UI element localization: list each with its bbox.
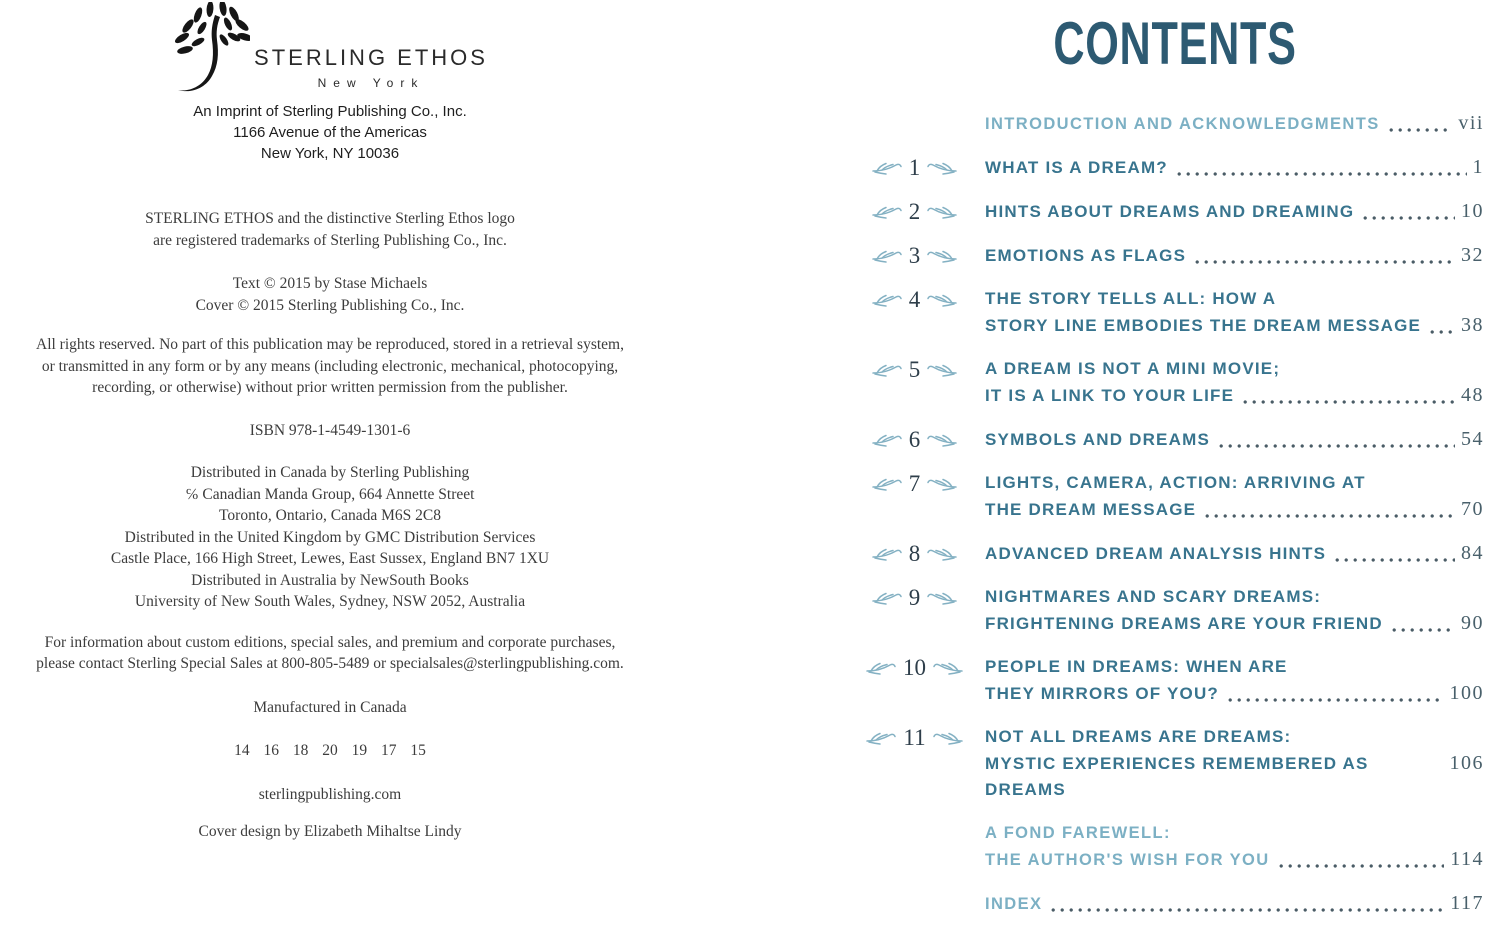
ornament-left-icon bbox=[872, 362, 902, 377]
text-line: or transmitted in any form or by any means (including electronic, mechanical, photocopying, bbox=[41, 357, 619, 375]
toc-entry-line bbox=[985, 426, 1484, 453]
toc-entry-body bbox=[985, 820, 1484, 873]
text-line: Cover © 2015 Sterling Publishing Co., Inc. bbox=[195, 296, 465, 314]
toc-entry-body bbox=[985, 242, 1484, 269]
toc-entry-line bbox=[985, 356, 1484, 382]
toc-entry-body bbox=[985, 540, 1484, 567]
page-number: vii bbox=[1458, 112, 1484, 134]
text-line: All rights reserved. No part of this publication may be reproduced, stored in a retrieval system, bbox=[36, 336, 624, 353]
toc-entry-body bbox=[985, 584, 1484, 637]
toc-entry-line bbox=[985, 540, 1484, 567]
chapter-number-cell bbox=[860, 110, 985, 136]
toc-entry-title: INTRODUCTION AND ACKNOWLEDGMENTS bbox=[985, 115, 1380, 133]
toc-entry bbox=[860, 110, 1484, 137]
ornament-left-icon bbox=[872, 432, 902, 447]
toc-entry-line bbox=[985, 312, 1484, 339]
page-number: 10 bbox=[1461, 200, 1484, 222]
printing-numbers: 14 16 18 20 19 17 15 bbox=[234, 742, 426, 759]
toc-entry-title: EMOTIONS AS FLAGS bbox=[985, 246, 1187, 265]
publisher-website: sterlingpublishing.com bbox=[258, 785, 402, 803]
toc-entry-title: FRIGHTENING DREAMS ARE YOUR FRIEND bbox=[985, 614, 1383, 633]
chapter-number: 4 bbox=[908, 286, 921, 312]
toc-entry-title: LIGHTS, CAMERA, ACTION: ARRIVING AT bbox=[985, 473, 1366, 492]
dot-leader bbox=[1219, 437, 1455, 449]
distribution-info bbox=[0, 462, 660, 613]
toc-entry-line bbox=[985, 680, 1484, 707]
ornament-left-icon bbox=[872, 160, 902, 175]
toc-entry-body bbox=[985, 470, 1484, 523]
toc-entry-line bbox=[985, 890, 1484, 917]
toc-entry-body bbox=[985, 110, 1484, 137]
toc-entry-line bbox=[985, 382, 1484, 409]
toc-entry-line bbox=[985, 724, 1484, 750]
toc-entry bbox=[860, 540, 1484, 567]
dot-leader bbox=[1389, 121, 1453, 133]
toc-entry-line bbox=[985, 154, 1484, 181]
trademark-notice bbox=[0, 208, 660, 251]
text-line: New York, NY 10036 bbox=[260, 145, 400, 162]
chapter-number: 1 bbox=[908, 154, 921, 180]
toc-entry-title: NIGHTMARES AND SCARY DREAMS: bbox=[985, 587, 1322, 606]
toc-entry bbox=[860, 890, 1484, 917]
tree-logo-icon bbox=[172, 2, 250, 94]
dot-leader bbox=[1363, 209, 1455, 221]
toc-entry bbox=[860, 654, 1484, 707]
ornament-left-icon bbox=[872, 590, 902, 605]
toc-entry bbox=[860, 470, 1484, 523]
imprint-address bbox=[0, 101, 660, 164]
toc-entry bbox=[860, 286, 1484, 339]
chapter-number-cell bbox=[860, 242, 985, 268]
toc-entry-title: IT IS A LINK TO YOUR LIFE bbox=[985, 386, 1235, 405]
copyright-notice bbox=[0, 273, 660, 316]
page-number: 106 bbox=[1449, 752, 1484, 774]
text-line: ℅ Canadian Manda Group, 664 Annette Street bbox=[185, 485, 475, 503]
page-number: 90 bbox=[1461, 612, 1484, 634]
dot-leader bbox=[1335, 551, 1455, 563]
chapter-number-cell bbox=[860, 426, 985, 452]
text-line: STERLING ETHOS and the distinctive Sterling Ethos logo bbox=[145, 210, 515, 227]
chapter-number: 9 bbox=[908, 584, 921, 610]
toc-entry-body bbox=[985, 198, 1484, 225]
toc-entry-line bbox=[985, 610, 1484, 637]
chapter-number: 7 bbox=[908, 470, 921, 496]
text-line: recording, or otherwise) without prior written permission from the publisher. bbox=[92, 379, 568, 396]
toc-entry-line bbox=[985, 470, 1484, 496]
toc-entry-body bbox=[985, 286, 1484, 339]
chapter-number: 6 bbox=[908, 426, 921, 452]
page-number: 70 bbox=[1461, 498, 1484, 520]
toc-entry-line bbox=[985, 496, 1484, 523]
ornament-right-icon bbox=[927, 204, 957, 219]
ornament-left-icon bbox=[872, 248, 902, 263]
ornament-right-icon bbox=[927, 160, 957, 175]
toc-entry-body bbox=[985, 426, 1484, 453]
toc-entry-title: THE AUTHOR'S WISH FOR YOU bbox=[985, 851, 1270, 869]
chapter-number: 3 bbox=[908, 242, 921, 268]
chapter-number: 10 bbox=[903, 654, 926, 680]
text-line: For information about custom editions, special sales, and premium and corporate purchases, bbox=[44, 633, 616, 651]
ornament-right-icon bbox=[927, 546, 957, 561]
special-sales-info bbox=[0, 632, 660, 675]
ornament-left-icon bbox=[872, 476, 902, 491]
toc-entry-line bbox=[985, 584, 1484, 610]
toc-entry-title: MYSTIC EXPERIENCES REMEMBERED AS DREAMS bbox=[985, 754, 1369, 799]
cover-design-credit: Cover design by Elizabeth Mihaltse Lindy bbox=[198, 823, 462, 840]
toc-entry bbox=[860, 426, 1484, 453]
chapter-number: 2 bbox=[908, 198, 921, 224]
toc-entry-title: HINTS ABOUT DREAMS AND DREAMING bbox=[985, 202, 1355, 221]
dot-leader bbox=[1205, 507, 1455, 519]
ornament-right-icon bbox=[927, 590, 957, 605]
dot-leader bbox=[1177, 165, 1467, 177]
text-line: 1166 Avenue of the Americas bbox=[233, 124, 427, 141]
chapter-number: 5 bbox=[908, 356, 921, 382]
ornament-right-icon bbox=[927, 248, 957, 263]
chapter-number-cell bbox=[860, 470, 985, 496]
text-line: University of New South Wales, Sydney, NSW 2052, Australia bbox=[134, 593, 526, 610]
ornament-left-icon bbox=[872, 546, 902, 561]
text-line: please contact Sterling Special Sales at 800-805-5489 or specialsales@sterlingpublishing.com. bbox=[36, 655, 624, 672]
toc-entry-body bbox=[985, 356, 1484, 409]
toc-entry bbox=[860, 584, 1484, 637]
ornament-left-icon bbox=[872, 292, 902, 307]
text-line: Distributed in the United Kingdom by GMC Distribution Services bbox=[124, 528, 536, 546]
page-number: 117 bbox=[1450, 892, 1484, 914]
toc-entry-line bbox=[985, 286, 1484, 312]
text-line: Toronto, Ontario, Canada M6S 2C8 bbox=[219, 507, 441, 524]
publisher-city: New York bbox=[317, 76, 425, 90]
copyright-page bbox=[0, 0, 660, 843]
chapter-number-cell bbox=[860, 584, 985, 610]
ornament-left-icon bbox=[866, 730, 896, 745]
dot-leader bbox=[1195, 253, 1455, 265]
ornament-right-icon bbox=[933, 730, 963, 745]
toc-list bbox=[860, 110, 1484, 917]
page-number: 1 bbox=[1472, 156, 1484, 178]
toc-entry-body bbox=[985, 654, 1484, 707]
isbn: ISBN 978-1-4549-1301-6 bbox=[249, 421, 411, 439]
chapter-number-cell bbox=[860, 820, 985, 846]
toc-entry-line bbox=[985, 750, 1484, 803]
dot-leader bbox=[1392, 621, 1455, 633]
text-line: Castle Place, 166 High Street, Lewes, East Sussex, England BN7 1XU bbox=[110, 550, 550, 567]
toc-entry bbox=[860, 356, 1484, 409]
chapter-number: 8 bbox=[908, 540, 921, 566]
toc-entry-title: NOT ALL DREAMS ARE DREAMS: bbox=[985, 727, 1292, 746]
toc-entry-line bbox=[985, 820, 1484, 846]
toc-entry bbox=[860, 154, 1484, 181]
toc-entry-title: A DREAM IS NOT A MINI MOVIE; bbox=[985, 359, 1281, 378]
toc-entry-title: ADVANCED DREAM ANALYSIS HINTS bbox=[985, 544, 1327, 563]
toc-entry-title: WHAT IS A DREAM? bbox=[985, 158, 1168, 177]
toc-entry-title: SYMBOLS AND DREAMS bbox=[985, 430, 1210, 449]
toc-entry-line bbox=[985, 846, 1484, 873]
publisher-name: STERLING ETHOS bbox=[254, 45, 488, 70]
chapter-number-cell bbox=[860, 356, 985, 382]
chapter-number-cell bbox=[860, 540, 985, 566]
contents-heading bbox=[860, 8, 1484, 80]
ornament-right-icon bbox=[927, 432, 957, 447]
toc-entry-body bbox=[985, 724, 1484, 803]
ornament-right-icon bbox=[927, 476, 957, 491]
toc-entry-body bbox=[985, 890, 1484, 917]
text-line: Distributed in Australia by NewSouth Books bbox=[191, 571, 469, 589]
publisher-logo bbox=[0, 2, 660, 94]
toc-entry-body bbox=[985, 154, 1484, 181]
text-line: Text © 2015 by Stase Michaels bbox=[232, 275, 428, 292]
ornament-left-icon bbox=[866, 660, 896, 675]
toc-entry-title: THE DREAM MESSAGE bbox=[985, 500, 1197, 519]
toc-entry-title: THEY MIRRORS OF YOU? bbox=[985, 684, 1220, 703]
dot-leader bbox=[1279, 857, 1445, 869]
toc-entry-line bbox=[985, 110, 1484, 137]
chapter-number-cell bbox=[860, 890, 985, 916]
toc-entry-line bbox=[985, 242, 1484, 269]
toc-entry-title: INDEX bbox=[985, 895, 1043, 913]
toc-entry bbox=[860, 198, 1484, 225]
toc-entry bbox=[860, 724, 1484, 803]
rights-notice bbox=[0, 334, 660, 399]
page-number: 84 bbox=[1461, 542, 1484, 564]
publisher-name-block bbox=[254, 45, 488, 94]
toc-entry bbox=[860, 242, 1484, 269]
dot-leader bbox=[1243, 393, 1455, 405]
toc-entry-title: STORY LINE EMBODIES THE DREAM MESSAGE bbox=[985, 316, 1422, 335]
toc-entry bbox=[860, 820, 1484, 873]
page-number: 114 bbox=[1450, 848, 1484, 870]
toc-entry-line bbox=[985, 654, 1484, 680]
chapter-number-cell bbox=[860, 154, 985, 180]
chapter-number-cell bbox=[860, 198, 985, 224]
contents-page bbox=[860, 0, 1484, 934]
page-number: 32 bbox=[1461, 244, 1484, 266]
ornament-right-icon bbox=[927, 292, 957, 307]
ornament-left-icon bbox=[872, 204, 902, 219]
chapter-number: 11 bbox=[903, 724, 926, 750]
dot-leader bbox=[1430, 323, 1455, 335]
toc-entry-line bbox=[985, 198, 1484, 225]
page-number: 48 bbox=[1461, 384, 1484, 406]
text-line: are registered trademarks of Sterling Publishing Co., Inc. bbox=[153, 231, 507, 249]
toc-entry-title: A FOND FAREWELL: bbox=[985, 824, 1171, 842]
dot-leader bbox=[1051, 901, 1444, 913]
ornament-right-icon bbox=[933, 660, 963, 675]
toc-entry-title: PEOPLE IN DREAMS: WHEN ARE bbox=[985, 657, 1288, 676]
text-line: An Imprint of Sterling Publishing Co., Inc. bbox=[193, 103, 467, 120]
page-number: 54 bbox=[1461, 428, 1484, 450]
manufactured-line: Manufactured in Canada bbox=[253, 698, 407, 716]
contents-heading-text: CONTENTS bbox=[1053, 10, 1297, 77]
chapter-number-cell bbox=[860, 654, 985, 680]
toc-entry-title: THE STORY TELLS ALL: HOW A bbox=[985, 289, 1277, 308]
page-number: 38 bbox=[1461, 314, 1484, 336]
chapter-number-cell bbox=[860, 724, 985, 750]
ornament-right-icon bbox=[927, 362, 957, 377]
chapter-number-cell bbox=[860, 286, 985, 312]
page-number: 100 bbox=[1449, 682, 1484, 704]
text-line: Distributed in Canada by Sterling Publishing bbox=[190, 464, 470, 481]
dot-leader bbox=[1228, 691, 1443, 703]
